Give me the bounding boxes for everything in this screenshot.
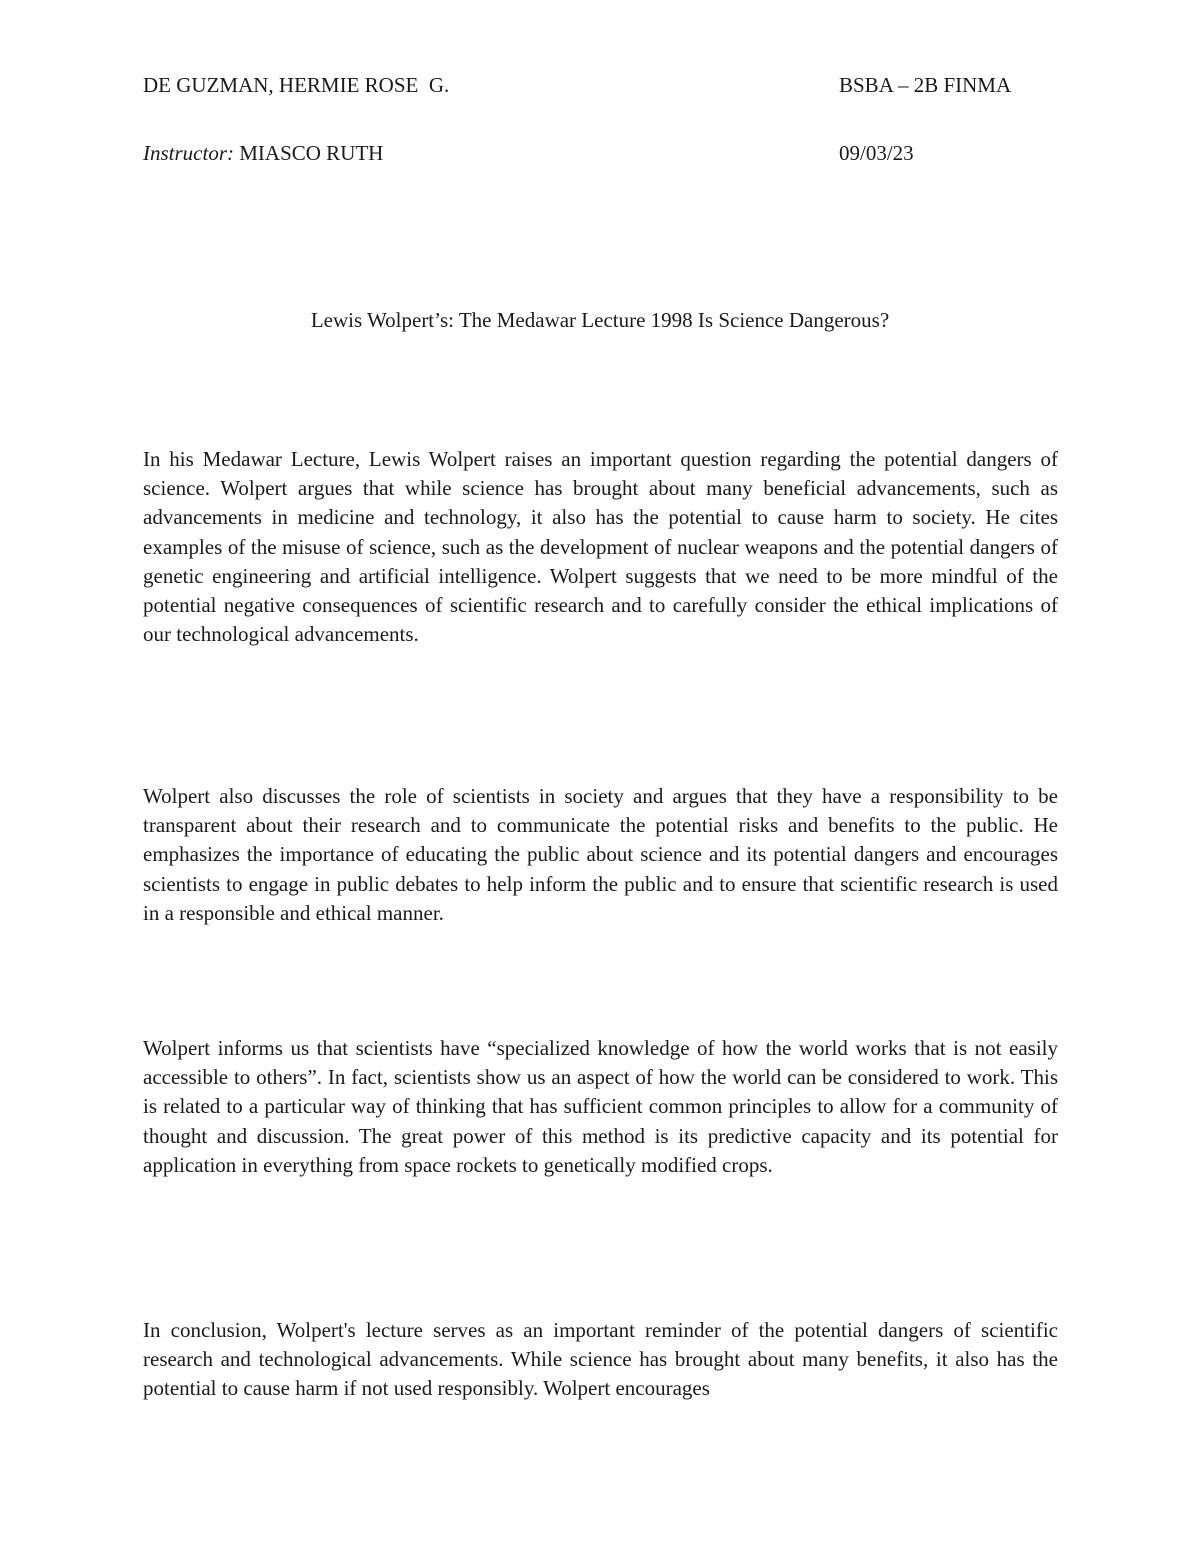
instructor-label: Instructor: xyxy=(143,141,234,165)
course-section: BSBA – 2B FINMA xyxy=(839,73,1012,97)
instructor-line xyxy=(143,140,383,166)
student-name: DE GUZMAN, HERMIE ROSE G. xyxy=(143,73,450,97)
instructor-name: MIASCO RUTH xyxy=(234,141,384,165)
paragraph-3: Wolpert informs us that scientists have “specialized knowledge of how the world works that is not easily accessible to others”. In fact, scientists show us an aspect of how the world can be considered to work. This is related to a particular way of thinking that has sufficient common principles to allow for a community of thought and discussion. The great power of this method is its predictive capacity and its potential for application in everything from space rockets to genetically modified crops. xyxy=(143,1036,1058,1177)
document-title: Lewis Wolpert’s: The Medawar Lecture 1998 Is Science Dangerous? xyxy=(310,308,890,332)
paragraph-1: In his Medawar Lecture, Lewis Wolpert raises an important question regarding the potential dangers of science. Wolpert argues that while science has brought about many beneficial advancements, such as advancements in medicine and technology, it also has the potential to cause harm to society. He cites examples of the misuse of science, such as the development of nuclear weapons and the potential dangers of genetic engineering and artificial intelligence. Wolpert suggests that we need to be more mindful of the potential negative consequences of scientific research and to carefully consider the ethical implications of our technological advancements. xyxy=(143,447,1058,647)
paragraph-2: Wolpert also discusses the role of scientists in society and argues that they have a responsibility to be transparent about their research and to communicate the potential risks and benefits to the public. He emphasizes the importance of educating the public about science and its potential dangers and encourages scientists to engage in public debates to help inform the public and to ensure that scientific research is used in a responsible and ethical manner. xyxy=(143,784,1058,925)
submission-date: 09/03/23 xyxy=(839,141,914,165)
paragraph-4: In conclusion, Wolpert's lecture serves as an important reminder of the potential dangers of scientific research and technological advancements. While science has brought about many benefits, it also has the potential to cause harm if not used responsibly. Wolpert encourages xyxy=(143,1318,1058,1401)
